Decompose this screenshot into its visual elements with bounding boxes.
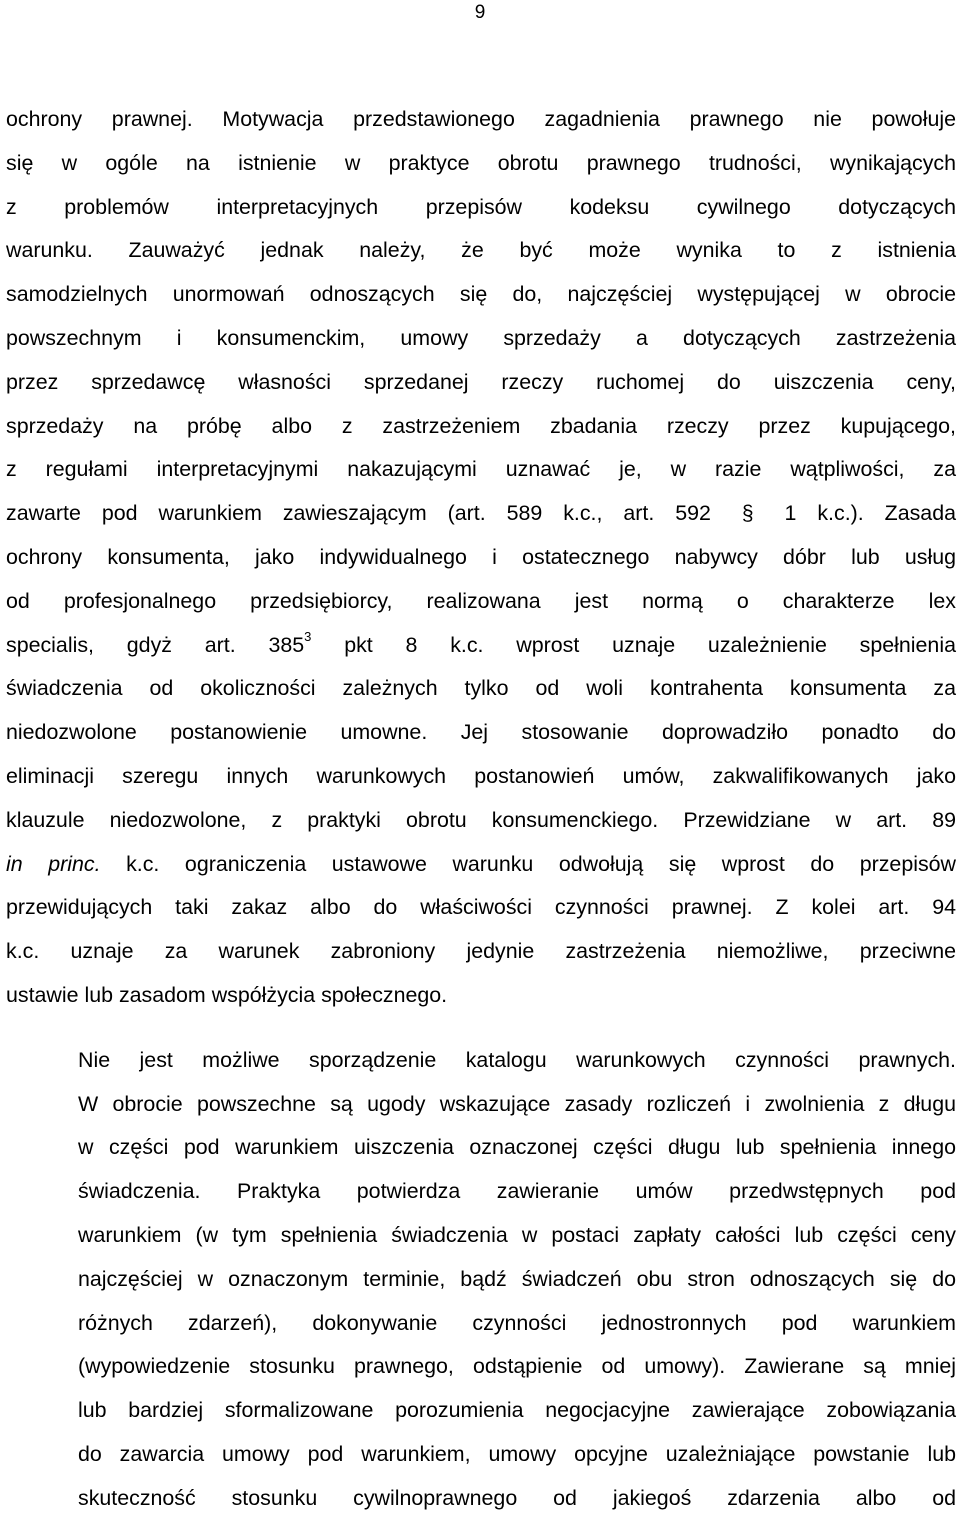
page-number: 9 [474,2,486,23]
text-line: się w ogóle na istnienie w praktyce obrotu prawnego trudności, wynikających [6,150,956,175]
text-fragment: k.c. ograniczenia ustawowe warunku odwołują się wprost do przepisów [100,851,957,876]
text-line: warunku. Zauważyć jednak należy, że być może wynika to z istnienia [6,238,956,263]
text-fragment: pkt 8 k.c. wprost uznaje uzależnienie spełnienia [311,632,956,657]
text-line: świadczenia od okoliczności zależnych tylko od woli kontrahenta konsumenta za [6,676,956,701]
text-line: w części pod warunkiem uiszczenia oznaczonej części długu lub spełnienia innego [78,1135,956,1160]
text-line: eliminacji szeregu innych warunkowych postanowień umów, zakwalifikowanych jako [6,763,956,788]
text-line: skuteczność stosunku cywilnoprawnego od jakiegoś zdarzenia albo od [78,1485,956,1510]
text-line: różnych zdarzeń), dokonywanie czynności jednostronnych pod warunkiem [78,1310,956,1335]
text-line: do zawarcia umowy pod warunkiem, umowy opcyjne uzależniające powstanie lub [78,1441,956,1466]
text-line: klauzule niedozwolone, z praktyki obrotu konsumenckiego. Przewidziane w art. 89 [6,807,956,832]
text-line: k.c. uznaje za warunek zabroniony jedynie zastrzeżenia niemożliwe, przeciwne [6,939,956,964]
text-line: przewidujących taki zakaz albo do właściwości czynności prawnej. Z kolei art. 94 [6,895,956,920]
text-fragment: 1 k.c.). Zasada [784,501,956,526]
text-fragment: zawarte pod warunkiem zawieszającym (art. 589 k.c., art. 592 [6,501,711,526]
text-line: powszechnym i konsumenckim, umowy sprzedaży a dotyczących zastrzeżenia [6,325,956,350]
paragraph-2 [6,1039,956,1521]
text-line [6,624,956,668]
section-sign-icon: § [741,502,754,526]
text-line [6,843,956,887]
text-line [6,492,956,536]
text-line: z problemów interpretacyjnych przepisów kodeksu cywilnego dotyczących [6,194,956,219]
text-line: Nie jest możliwe sporządzenie katalogu warunkowych czynności prawnych. [78,1047,956,1072]
document-body [6,98,956,1521]
text-line: z regułami interpretacyjnymi nakazującymi uznawać je, w razie wątpliwości, za [6,457,956,482]
text-line: niedozwolone postanowienie umowne. Jej stosowanie doprowadziło ponadto do [6,720,956,745]
text-fragment: specialis, gdyż art. 385 [6,632,305,657]
text-line: lub bardziej sformalizowane porozumienia negocjacyjne zawierające zobowiązania [78,1398,956,1423]
text-line: sprzedaży na próbę albo z zastrzeżeniem zbadania rzeczy przez kupującego, [6,413,956,438]
text-line: przez sprzedawcę własności sprzedanej rzeczy ruchomej do uiszczenia ceny, [6,369,956,394]
text-line: (wypowiedzenie stosunku prawnego, odstąpienie od umowy). Zawierane są mniej [78,1354,956,1379]
text-line: ustawie lub zasadom współżycia społecznego. [6,982,448,1007]
text-line: samodzielnych unormowań odnoszących się do, najczęściej występującej w obrocie [6,282,956,307]
text-line: warunkiem (w tym spełnienia świadczenia w postaci zapłaty całości lub części ceny [78,1222,956,1247]
text-line: świadczenia. Praktyka potwierdza zawieranie umów przedwstępnych pod [78,1179,956,1204]
text-line: od profesjonalnego przedsiębiorcy, realizowana jest normą o charakterze lex [6,588,956,613]
superscript: 3 [304,629,312,645]
text-line: najczęściej w oznaczonym terminie, bądź świadczeń obu stron odnoszących się do [78,1266,956,1291]
text-line: W obrocie powszechne są ugody wskazujące zasady rozliczeń i zwolnienia z długu [78,1091,956,1116]
text-line: ochrony konsumenta, jako indywidualnego i ostatecznego nabywcy dóbr lub usług [6,544,956,569]
italic-text: in princ. [6,851,101,876]
text-line: ochrony prawnej. Motywacja przedstawionego zagadnienia prawnego nie powołuje [6,107,956,131]
paragraph-1 [6,98,956,1018]
